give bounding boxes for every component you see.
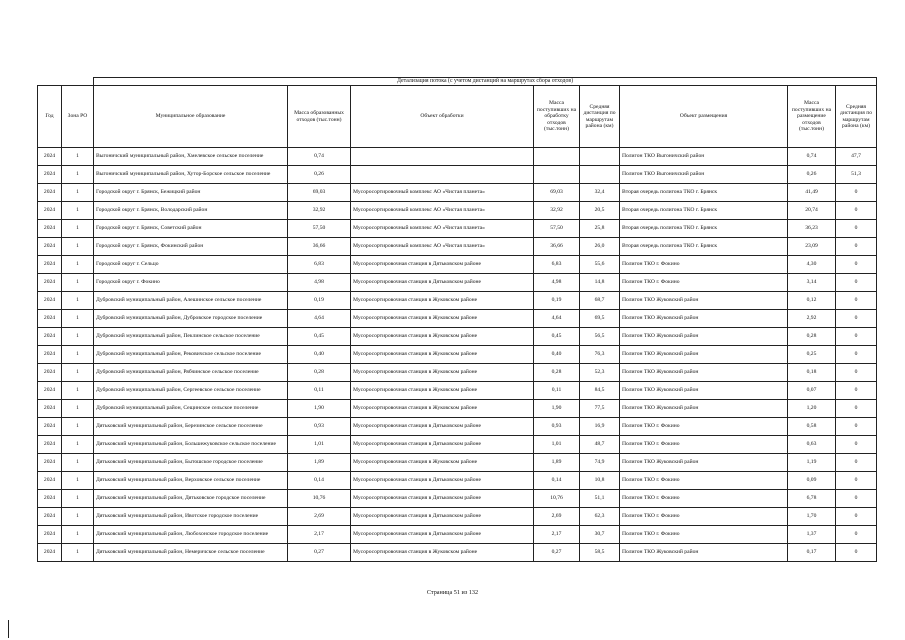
- cell-year: 2024: [38, 238, 62, 256]
- header-generated-mass: Масса образованных отходов (тыс.тонн): [288, 86, 351, 148]
- cell-processing-facility: Мусоросортировочная станция в Жуковском районе: [351, 346, 534, 364]
- cell-disposal-distance: 0: [836, 508, 877, 526]
- cell-year: 2024: [38, 310, 62, 328]
- cell-processed-mass: 36,66: [534, 238, 580, 256]
- cell-year: 2024: [38, 256, 62, 274]
- cell-generated-mass: 0,26: [288, 166, 351, 184]
- cell-zone: 1: [62, 292, 94, 310]
- cell-disposed-mass: 0,63: [788, 436, 836, 454]
- cell-municipality: Дубровский муниципальный район, Алешинское сельское поселение: [94, 292, 288, 310]
- cell-disposed-mass: 2,92: [788, 310, 836, 328]
- cell-processing-facility: Мусоросортировочный комплекс АО «Чистая планета»: [351, 184, 534, 202]
- cell-disposed-mass: 6,78: [788, 490, 836, 508]
- cell-processing-facility: [351, 166, 534, 184]
- cell-year: 2024: [38, 292, 62, 310]
- cell-processing-facility: Мусоросортировочный комплекс АО «Чистая планета»: [351, 238, 534, 256]
- cell-disposed-mass: 0,58: [788, 418, 836, 436]
- cell-processing-distance: 84,5: [580, 382, 620, 400]
- cell-municipality: Дятьковский муниципальный район, Березинское сельское поселение: [94, 418, 288, 436]
- cell-processed-mass: 2,69: [534, 508, 580, 526]
- table-body: [38, 148, 877, 562]
- cell-processed-mass: 57,50: [534, 220, 580, 238]
- cell-processed-mass: 4,64: [534, 310, 580, 328]
- cell-disposal-distance: 47,7: [836, 148, 877, 166]
- cell-processing-distance: 52,3: [580, 364, 620, 382]
- cell-processed-mass: 1,90: [534, 400, 580, 418]
- cell-zone: 1: [62, 238, 94, 256]
- cell-year: 2024: [38, 490, 62, 508]
- cell-year: 2024: [38, 274, 62, 292]
- table-row: [38, 220, 877, 238]
- cell-disposal-facility: Полигон ТКО г. Фокино: [620, 472, 788, 490]
- cell-disposal-facility: Полигон ТКО Выгоничский район: [620, 166, 788, 184]
- cell-processed-mass: [534, 148, 580, 166]
- cell-disposal-distance: 0: [836, 382, 877, 400]
- cell-year: 2024: [38, 328, 62, 346]
- cell-municipality: Городской округ г. Брянск, Фокинский район: [94, 238, 288, 256]
- table-row: [38, 400, 877, 418]
- cell-year: 2024: [38, 346, 62, 364]
- cell-processing-distance: 51,1: [580, 490, 620, 508]
- cell-disposal-facility: Полигон ТКО Жуковский район: [620, 382, 788, 400]
- cell-disposed-mass: 23,09: [788, 238, 836, 256]
- cell-generated-mass: 4,64: [288, 310, 351, 328]
- cell-zone: 1: [62, 436, 94, 454]
- header-processing-distance: Средняя дистанция по маршрутам района (км): [580, 86, 620, 148]
- cell-year: 2024: [38, 544, 62, 562]
- header-disposal-facility: Объект размещения: [620, 86, 788, 148]
- cell-zone: 1: [62, 346, 94, 364]
- cell-generated-mass: 0,74: [288, 148, 351, 166]
- cell-processing-facility: Мусоросортировочная станция в Дятьковском районе: [351, 436, 534, 454]
- table-row: [38, 184, 877, 202]
- cell-processing-facility: Мусоросортировочная станция в Дятьковском районе: [351, 472, 534, 490]
- cell-municipality: Дубровский муниципальный район, Рековичское сельское поселение: [94, 346, 288, 364]
- cell-disposal-distance: 0: [836, 472, 877, 490]
- cell-generated-mass: 1,89: [288, 454, 351, 472]
- cell-generated-mass: 6,83: [288, 256, 351, 274]
- cell-processed-mass: 1,89: [534, 454, 580, 472]
- cell-generated-mass: 69,03: [288, 184, 351, 202]
- cell-disposal-facility: Полигон ТКО г. Фокино: [620, 274, 788, 292]
- cell-generated-mass: 2,69: [288, 508, 351, 526]
- cell-zone: 1: [62, 274, 94, 292]
- cell-generated-mass: 0,27: [288, 544, 351, 562]
- cell-disposed-mass: 36,23: [788, 220, 836, 238]
- cell-disposal-facility: Полигон ТКО г. Фокино: [620, 526, 788, 544]
- cell-processing-distance: 56,5: [580, 328, 620, 346]
- cell-municipality: Выгоничский муниципальный район, Хмелевское сельское поселение: [94, 148, 288, 166]
- table-row: [38, 382, 877, 400]
- cell-zone: 1: [62, 310, 94, 328]
- cell-disposal-distance: 0: [836, 436, 877, 454]
- cell-zone: 1: [62, 544, 94, 562]
- cell-year: 2024: [38, 382, 62, 400]
- cell-disposal-distance: 0: [836, 328, 877, 346]
- table-header-row: [38, 86, 877, 148]
- cell-disposal-facility: Полигон ТКО Жуковский район: [620, 544, 788, 562]
- cell-processing-distance: 30,7: [580, 526, 620, 544]
- cell-processing-distance: 68,7: [580, 292, 620, 310]
- table-row: [38, 526, 877, 544]
- cell-municipality: Дятьковский муниципальный район, Дятьковское городское поселение: [94, 490, 288, 508]
- cell-year: 2024: [38, 220, 62, 238]
- cell-zone: 1: [62, 328, 94, 346]
- cell-processed-mass: 32,92: [534, 202, 580, 220]
- cell-disposed-mass: 0,18: [788, 364, 836, 382]
- cell-year: 2024: [38, 436, 62, 454]
- cell-processing-distance: 77,5: [580, 400, 620, 418]
- cell-disposal-facility: Полигон ТКО г. Фокино: [620, 256, 788, 274]
- table-row: [38, 202, 877, 220]
- cell-zone: 1: [62, 472, 94, 490]
- cell-disposal-distance: 0: [836, 184, 877, 202]
- cell-disposed-mass: 1,19: [788, 454, 836, 472]
- cell-disposed-mass: 0,09: [788, 472, 836, 490]
- cell-zone: 1: [62, 418, 94, 436]
- cell-processed-mass: 0,11: [534, 382, 580, 400]
- cell-processing-distance: 25,8: [580, 220, 620, 238]
- cell-zone: 1: [62, 364, 94, 382]
- cell-processed-mass: 10,76: [534, 490, 580, 508]
- cell-generated-mass: 0,11: [288, 382, 351, 400]
- table-row: [38, 364, 877, 382]
- cell-disposed-mass: 1,20: [788, 400, 836, 418]
- page-edge-mark: [8, 620, 9, 638]
- cell-generated-mass: 0,14: [288, 472, 351, 490]
- cell-generated-mass: 36,66: [288, 238, 351, 256]
- cell-processed-mass: 0,93: [534, 418, 580, 436]
- cell-processing-facility: Мусоросортировочная станция в Жуковском районе: [351, 400, 534, 418]
- cell-processing-facility: Мусоросортировочная станция в Жуковском районе: [351, 310, 534, 328]
- cell-processing-distance: 16,9: [580, 418, 620, 436]
- cell-disposed-mass: 0,74: [788, 148, 836, 166]
- cell-generated-mass: 1,90: [288, 400, 351, 418]
- cell-processing-distance: 74,9: [580, 454, 620, 472]
- cell-municipality: Городской округ г. Сельцо: [94, 256, 288, 274]
- cell-generated-mass: 10,76: [288, 490, 351, 508]
- cell-processing-facility: Мусоросортировочная станция в Жуковском районе: [351, 328, 534, 346]
- cell-municipality: Выгоничский муниципальный район, Хутор-Борское сельское поселение: [94, 166, 288, 184]
- table-row: [38, 256, 877, 274]
- cell-generated-mass: 0,19: [288, 292, 351, 310]
- cell-disposed-mass: 0,28: [788, 328, 836, 346]
- cell-generated-mass: 57,50: [288, 220, 351, 238]
- cell-processing-distance: [580, 148, 620, 166]
- header-municipality: Муниципальное образование: [94, 86, 288, 148]
- cell-generated-mass: 2,17: [288, 526, 351, 544]
- cell-processing-facility: Мусоросортировочная станция в Жуковском районе: [351, 292, 534, 310]
- cell-disposal-distance: 0: [836, 256, 877, 274]
- table-row: [38, 346, 877, 364]
- cell-disposed-mass: 41,49: [788, 184, 836, 202]
- cell-municipality: Городской округ г. Фокино: [94, 274, 288, 292]
- cell-zone: 1: [62, 256, 94, 274]
- cell-processing-facility: Мусоросортировочный комплекс АО «Чистая планета»: [351, 220, 534, 238]
- cell-processed-mass: 0,27: [534, 544, 580, 562]
- cell-processed-mass: 1,01: [534, 436, 580, 454]
- cell-year: 2024: [38, 418, 62, 436]
- cell-year: 2024: [38, 364, 62, 382]
- cell-processed-mass: 0,45: [534, 328, 580, 346]
- cell-municipality: Дятьковский муниципальный район, Ивотское городское поселение: [94, 508, 288, 526]
- cell-processed-mass: 0,40: [534, 346, 580, 364]
- cell-disposed-mass: 0,26: [788, 166, 836, 184]
- cell-processing-facility: Мусоросортировочная станция в Дятьковском районе: [351, 418, 534, 436]
- cell-processing-distance: 20,5: [580, 202, 620, 220]
- table-row: [38, 436, 877, 454]
- cell-disposal-facility: Полигон ТКО Жуковский район: [620, 400, 788, 418]
- cell-disposed-mass: 20,74: [788, 202, 836, 220]
- cell-processing-facility: Мусоросортировочная станция в Жуковском районе: [351, 454, 534, 472]
- cell-disposed-mass: 4,30: [788, 256, 836, 274]
- cell-processing-distance: 55,6: [580, 256, 620, 274]
- cell-generated-mass: 0,45: [288, 328, 351, 346]
- cell-zone: 1: [62, 454, 94, 472]
- cell-disposal-facility: Вторая очередь полигона ТКО г. Брянск: [620, 220, 788, 238]
- cell-municipality: Дятьковский муниципальный район, Большежуковское сельское поселение: [94, 436, 288, 454]
- cell-disposal-facility: Полигон ТКО Жуковский район: [620, 346, 788, 364]
- cell-municipality: Дятьковский муниципальный район, Любохонское городское поселение: [94, 526, 288, 544]
- cell-disposal-distance: 0: [836, 364, 877, 382]
- header-processing-facility: Объект обработки: [351, 86, 534, 148]
- table-caption-spacer: [38, 78, 94, 86]
- cell-municipality: Городской округ г. Брянск, Советский район: [94, 220, 288, 238]
- cell-processing-facility: Мусоросортировочная станция в Дятьковском районе: [351, 256, 534, 274]
- cell-zone: 1: [62, 400, 94, 418]
- cell-disposed-mass: 1,70: [788, 508, 836, 526]
- cell-year: 2024: [38, 508, 62, 526]
- cell-processing-facility: Мусоросортировочная станция в Жуковском районе: [351, 544, 534, 562]
- cell-disposal-distance: 0: [836, 544, 877, 562]
- cell-disposal-distance: 0: [836, 202, 877, 220]
- cell-municipality: Дятьковский муниципальный район, Бытошское городское поселение: [94, 454, 288, 472]
- cell-zone: 1: [62, 220, 94, 238]
- cell-disposal-distance: 0: [836, 526, 877, 544]
- cell-disposal-distance: 0: [836, 238, 877, 256]
- header-year: Год: [38, 86, 62, 148]
- cell-disposal-distance: 0: [836, 454, 877, 472]
- table-row: [38, 544, 877, 562]
- cell-disposal-distance: 0: [836, 490, 877, 508]
- cell-municipality: Дубровский муниципальный район, Пеклинское сельское поселение: [94, 328, 288, 346]
- cell-municipality: Городской округ г. Брянск, Володарский район: [94, 202, 288, 220]
- cell-processed-mass: 0,28: [534, 364, 580, 382]
- cell-disposal-distance: 0: [836, 274, 877, 292]
- cell-zone: 1: [62, 508, 94, 526]
- table-row: [38, 166, 877, 184]
- cell-year: 2024: [38, 526, 62, 544]
- cell-disposal-distance: 51,3: [836, 166, 877, 184]
- cell-processing-facility: Мусоросортировочная станция в Дятьковском районе: [351, 508, 534, 526]
- table-row: [38, 328, 877, 346]
- cell-processing-distance: [580, 166, 620, 184]
- cell-municipality: Дубровский муниципальный район, Рябчинское сельское поселение: [94, 364, 288, 382]
- cell-processing-distance: 48,7: [580, 436, 620, 454]
- cell-generated-mass: 4,98: [288, 274, 351, 292]
- cell-processing-facility: Мусоросортировочная станция в Дятьковском районе: [351, 526, 534, 544]
- cell-disposal-distance: 0: [836, 400, 877, 418]
- cell-disposal-distance: 0: [836, 310, 877, 328]
- cell-year: 2024: [38, 454, 62, 472]
- cell-processing-facility: Мусоросортировочный комплекс АО «Чистая планета»: [351, 202, 534, 220]
- cell-zone: 1: [62, 202, 94, 220]
- cell-disposal-distance: 0: [836, 292, 877, 310]
- cell-processing-facility: Мусоросортировочная станция в Дятьковском районе: [351, 490, 534, 508]
- cell-disposal-facility: Вторая очередь полигона ТКО г. Брянск: [620, 238, 788, 256]
- cell-disposal-facility: Полигон ТКО г. Фокино: [620, 508, 788, 526]
- cell-processing-distance: 32,4: [580, 184, 620, 202]
- cell-disposal-facility: Полигон ТКО Выгоничский район: [620, 148, 788, 166]
- cell-disposal-distance: 0: [836, 346, 877, 364]
- table-row: [38, 454, 877, 472]
- cell-disposal-facility: Вторая очередь полигона ТКО г. Брянск: [620, 202, 788, 220]
- table-row: [38, 238, 877, 256]
- cell-disposal-facility: Вторая очередь полигона ТКО г. Брянск: [620, 184, 788, 202]
- cell-processed-mass: 2,17: [534, 526, 580, 544]
- header-disposal-distance: Средняя дистанция по маршрутам района (км): [836, 86, 877, 148]
- cell-processing-distance: 10,8: [580, 472, 620, 490]
- table-row: [38, 292, 877, 310]
- cell-disposed-mass: 1,37: [788, 526, 836, 544]
- cell-disposal-facility: Полигон ТКО г. Фокино: [620, 436, 788, 454]
- cell-disposed-mass: 0,17: [788, 544, 836, 562]
- header-processed-mass: Масса поступивших на обработку отходов (тыс.тонн): [534, 86, 580, 148]
- cell-disposal-facility: Полигон ТКО Жуковский район: [620, 292, 788, 310]
- cell-zone: 1: [62, 184, 94, 202]
- cell-year: 2024: [38, 202, 62, 220]
- cell-processing-facility: [351, 148, 534, 166]
- header-zone: Зона РО: [62, 86, 94, 148]
- cell-processing-facility: Мусоросортировочная станция в Дятьковском районе: [351, 274, 534, 292]
- cell-zone: 1: [62, 148, 94, 166]
- cell-disposal-distance: 0: [836, 418, 877, 436]
- cell-generated-mass: 1,01: [288, 436, 351, 454]
- header-disposed-mass: Масса поступивших на размещение отходов (тыс.тонн): [788, 86, 836, 148]
- cell-processing-facility: Мусоросортировочная станция в Жуковском районе: [351, 382, 534, 400]
- cell-disposal-facility: Полигон ТКО Жуковский район: [620, 310, 788, 328]
- cell-generated-mass: 0,93: [288, 418, 351, 436]
- page-number: Страница 51 из 132: [426, 589, 479, 596]
- cell-zone: 1: [62, 382, 94, 400]
- cell-processing-facility: Мусоросортировочная станция в Жуковском районе: [351, 364, 534, 382]
- cell-disposed-mass: 0,12: [788, 292, 836, 310]
- cell-zone: 1: [62, 490, 94, 508]
- cell-disposal-distance: 0: [836, 220, 877, 238]
- cell-year: 2024: [38, 400, 62, 418]
- cell-year: 2024: [38, 184, 62, 202]
- cell-processing-distance: 58,5: [580, 544, 620, 562]
- table-row: [38, 490, 877, 508]
- waste-flow-table: [37, 77, 877, 562]
- cell-generated-mass: 32,92: [288, 202, 351, 220]
- cell-disposal-facility: Полигон ТКО Жуковский район: [620, 364, 788, 382]
- cell-disposed-mass: 0,07: [788, 382, 836, 400]
- cell-zone: 1: [62, 526, 94, 544]
- table-row: [38, 418, 877, 436]
- cell-processed-mass: 6,83: [534, 256, 580, 274]
- cell-processed-mass: 4,98: [534, 274, 580, 292]
- cell-disposed-mass: 0,25: [788, 346, 836, 364]
- cell-disposal-facility: Полигон ТКО Жуковский район: [620, 328, 788, 346]
- cell-processing-distance: 14,8: [580, 274, 620, 292]
- cell-municipality: Дубровский муниципальный район, Сергеевское сельское поселение: [94, 382, 288, 400]
- cell-year: 2024: [38, 166, 62, 184]
- cell-year: 2024: [38, 472, 62, 490]
- cell-year: 2024: [38, 148, 62, 166]
- cell-municipality: Дубровский муниципальный район, Дубровское городское поселение: [94, 310, 288, 328]
- cell-municipality: Дятьковский муниципальный район, Верховское сельское поселение: [94, 472, 288, 490]
- cell-processed-mass: 69,03: [534, 184, 580, 202]
- table-row: [38, 508, 877, 526]
- cell-disposed-mass: 3,14: [788, 274, 836, 292]
- cell-disposal-facility: Полигон ТКО г. Фокино: [620, 490, 788, 508]
- table-row: [38, 148, 877, 166]
- cell-processing-distance: 69,5: [580, 310, 620, 328]
- table-row: [38, 472, 877, 490]
- cell-municipality: Дятьковский муниципальный район, Немеричское сельское поселение: [94, 544, 288, 562]
- cell-processed-mass: [534, 166, 580, 184]
- cell-disposal-facility: Полигон ТКО Жуковский район: [620, 454, 788, 472]
- cell-processing-distance: 62,3: [580, 508, 620, 526]
- cell-processing-distance: 26,0: [580, 238, 620, 256]
- cell-municipality: Городской округ г. Брянск, Бежицкий район: [94, 184, 288, 202]
- cell-zone: 1: [62, 166, 94, 184]
- cell-processed-mass: 0,14: [534, 472, 580, 490]
- cell-generated-mass: 0,28: [288, 364, 351, 382]
- cell-disposal-facility: Полигон ТКО г. Фокино: [620, 418, 788, 436]
- table-row: [38, 274, 877, 292]
- cell-processed-mass: 0,19: [534, 292, 580, 310]
- cell-generated-mass: 0,40: [288, 346, 351, 364]
- cell-processing-distance: 76,3: [580, 346, 620, 364]
- table-caption: Детализация потока (с учетом дистанций на маршрутах сбора отходов): [94, 78, 877, 86]
- cell-municipality: Дубровский муниципальный район, Сещинское сельское поселение: [94, 400, 288, 418]
- table-row: [38, 310, 877, 328]
